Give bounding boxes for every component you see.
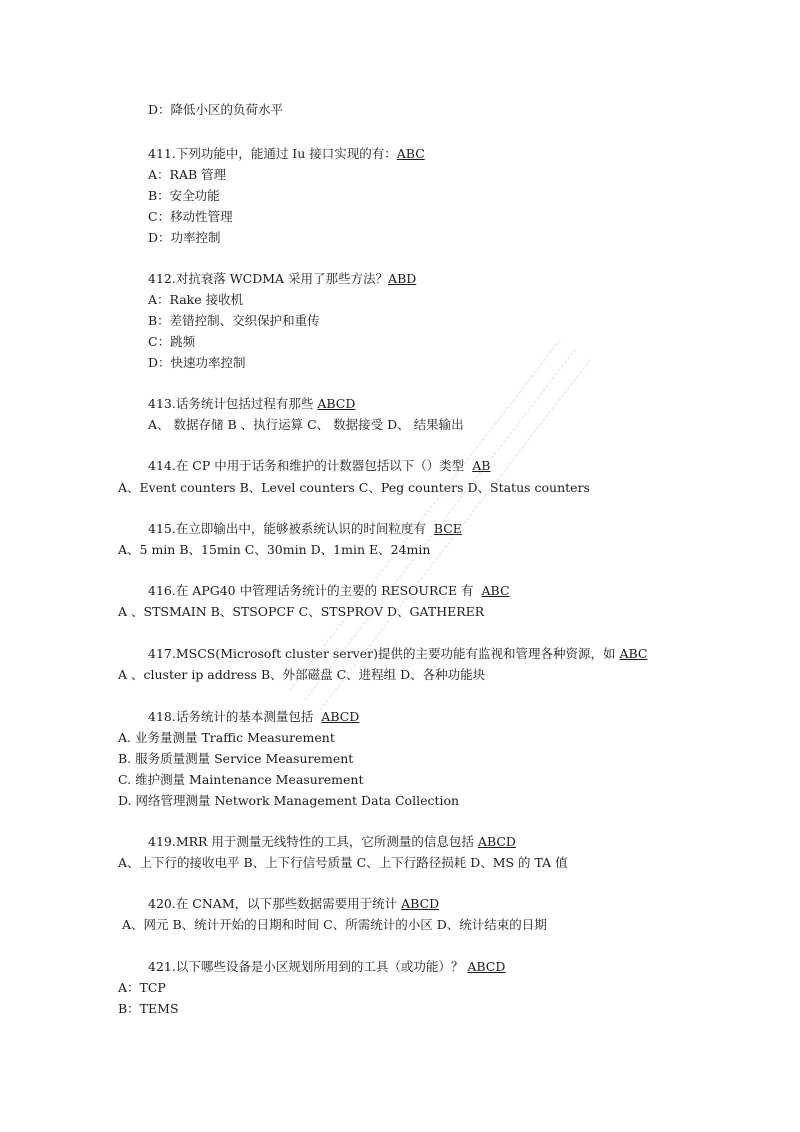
question-412-option-b: B：差错控制、交织保护和重传 <box>148 313 320 328</box>
question-420-title: 420.在 CNAM，以下那些数据需要用于统计 <box>148 896 398 911</box>
question-419-answer: ABCD <box>477 834 516 849</box>
question-417-answer: ABC <box>619 646 648 661</box>
question-414-answer: AB <box>472 458 491 473</box>
question-412-title: 412.对抗衰落 WCDMA 采用了那些方法？ <box>148 271 389 286</box>
question-416-answer: ABC <box>481 583 510 598</box>
question-416-options: A 、STSMAIN B、STSOPCF C、STSPROV D、GATHERER <box>118 604 485 619</box>
question-413-answer: ABCD <box>317 396 356 411</box>
question-418-option-c: C. 维护测量 Maintenance Measurement <box>118 772 364 787</box>
question-418-option-b: B. 服务质量测量 Service Measurement <box>118 751 354 766</box>
question-421-option-a: A：TCP <box>118 980 166 995</box>
question-412-option-c: C：跳频 <box>148 334 196 349</box>
question-420-answer: ABCD <box>401 896 440 911</box>
option-d-previous: D：降低小区的负荷水平 <box>148 102 284 117</box>
question-413-title: 413.话务统计包括过程有那些 <box>148 396 314 411</box>
question-412-option-a: A：Rake 接收机 <box>148 292 244 307</box>
question-416-title: 416.在 APG40 中管理话务统计的主要的 RESOURCE 有 <box>148 583 474 598</box>
question-420-options: A、网元 B、统计开始的日期和时间 C、所需统计的小区 D、统计结束的日期 <box>122 917 547 932</box>
question-415-title: 415.在立即输出中，能够被系统认识的时间粒度有 <box>148 521 426 536</box>
question-411-option-b: B：安全功能 <box>148 188 220 203</box>
question-414-title: 414.在 CP 中用于话务和维护的计数器包括以下（）类型 <box>148 458 465 473</box>
question-413-options: A、 数据存储 B 、执行运算 C、 数据接受 D、 结果输出 <box>148 417 464 432</box>
question-411-option-d: D：功率控制 <box>148 230 221 245</box>
question-419-title: 419.MRR 用于测量无线特性的工具，它所测量的信息包括 <box>148 834 474 849</box>
question-418-option-d: D. 网络管理测量 Network Management Data Collection <box>118 793 460 808</box>
question-421-title: 421.以下哪些设备是小区规划所用到的工具（或功能）？ <box>148 959 464 974</box>
question-421-option-b: B：TEMS <box>118 1001 179 1016</box>
question-421-answer: ABCD <box>467 959 506 974</box>
question-419-options: A、上下行的接收电平 B、上下行信号质量 C、上下行路径损耗 D、MS 的 TA 值 <box>118 855 568 870</box>
question-415-answer: BCE <box>433 521 462 536</box>
question-411-title: 411.下列功能中，能通过 Iu 接口实现的有： <box>148 146 397 161</box>
question-412-option-d: D：快速功率控制 <box>148 355 246 370</box>
question-412-answer: ABD <box>388 271 417 286</box>
question-414-options: A、Event counters B、Level counters C、Peg counters D、Status counters <box>118 480 590 495</box>
question-417-title: 417.MSCS(Microsoft cluster server)提供的主要功能有监视和管理各种资源，如 <box>148 646 616 661</box>
question-411-answer: ABC <box>396 146 425 161</box>
question-417-options: A 、cluster ip address B、外部磁盘 C、进程组 D、各种功能块 <box>118 667 486 682</box>
question-418-option-a: A. 业务量测量 Traffic Measurement <box>118 730 335 745</box>
question-418-title: 418.话务统计的基本测量包括 <box>148 709 314 724</box>
question-418-answer: ABCD <box>321 709 360 724</box>
question-411-option-c: C：移动性管理 <box>148 209 233 224</box>
question-411-option-a: A：RAB 管理 <box>148 167 227 182</box>
question-415-options: A、5 min B、15min C、30min D、1min E、24min <box>118 542 431 557</box>
